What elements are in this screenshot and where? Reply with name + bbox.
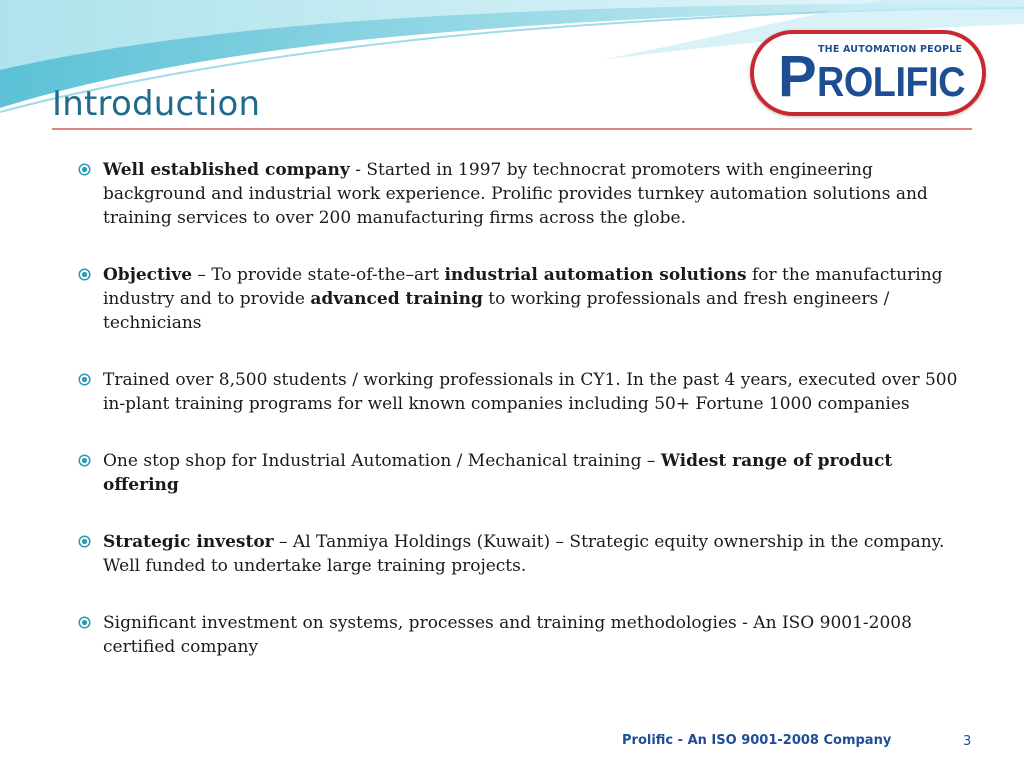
bullet-list <box>78 158 958 659</box>
circle-bullet-icon <box>78 535 91 548</box>
prolific-logo <box>750 30 986 116</box>
circle-bullet-icon <box>78 454 91 467</box>
bullet-text: Significant investment on systems, processes and training methodologies - An ISO 9001-2008 certified company <box>103 613 912 657</box>
bullet-text: for the manufacturing industry and to provide <box>103 265 943 309</box>
bullet-bold-lead: Strategic investor <box>103 532 274 552</box>
bullet-text: – Al Tanmiya Holdings (Kuwait) – Strategic equity ownership in the company. Well funded to undertake large training projects. <box>103 532 945 576</box>
title-divider <box>52 128 972 130</box>
circle-bullet-icon <box>78 163 91 176</box>
bullet-bold-phrase: industrial automation solutions <box>444 265 747 285</box>
logo-tagline: THE AUTOMATION PEOPLE <box>818 44 963 55</box>
page-number: 3 <box>963 734 972 749</box>
circle-bullet-icon <box>78 268 91 281</box>
circle-bullet-icon <box>78 373 91 386</box>
bullet-text: Trained over 8,500 students / working professionals in CY1. In the past 4 years, executed over 500 in-plant training programs for well known companies including 50+ Fortune 1000 companies <box>103 370 958 414</box>
footer-text: Prolific - An ISO 9001-2008 Company <box>622 733 892 748</box>
bullet-bold-lead: Well established company <box>103 160 350 180</box>
logo-wordmark <box>778 44 981 109</box>
logo-wordmark-initial: P <box>778 44 817 109</box>
bullet-item <box>78 368 958 416</box>
bullet-item <box>78 611 958 659</box>
slide-title: Introduction <box>52 84 261 124</box>
logo-wordmark-rest: ROLIFIC <box>816 58 965 105</box>
bullet-item <box>78 158 958 230</box>
bullet-text: One stop shop for Industrial Automation / Mechanical training – <box>103 451 661 471</box>
bullet-bold-tail: Widest range of product offering <box>103 451 893 495</box>
bullet-item <box>78 263 958 335</box>
bullet-text: to working professionals and fresh engineers / technicians <box>103 289 890 333</box>
bullet-text: – To provide state-of-the–art <box>192 265 445 285</box>
bullet-bold-lead: Objective <box>103 265 193 285</box>
bullet-item <box>78 449 958 497</box>
bullet-item <box>78 530 958 578</box>
bullet-bold-phrase: advanced training <box>310 289 483 309</box>
circle-bullet-icon <box>78 616 91 629</box>
bullet-text: - Started in 1997 by technocrat promoters with engineering background and industrial work experience. Prolific provides turnkey automation solutions and training services to over 200 manufacturing firms across the globe. <box>103 160 928 228</box>
